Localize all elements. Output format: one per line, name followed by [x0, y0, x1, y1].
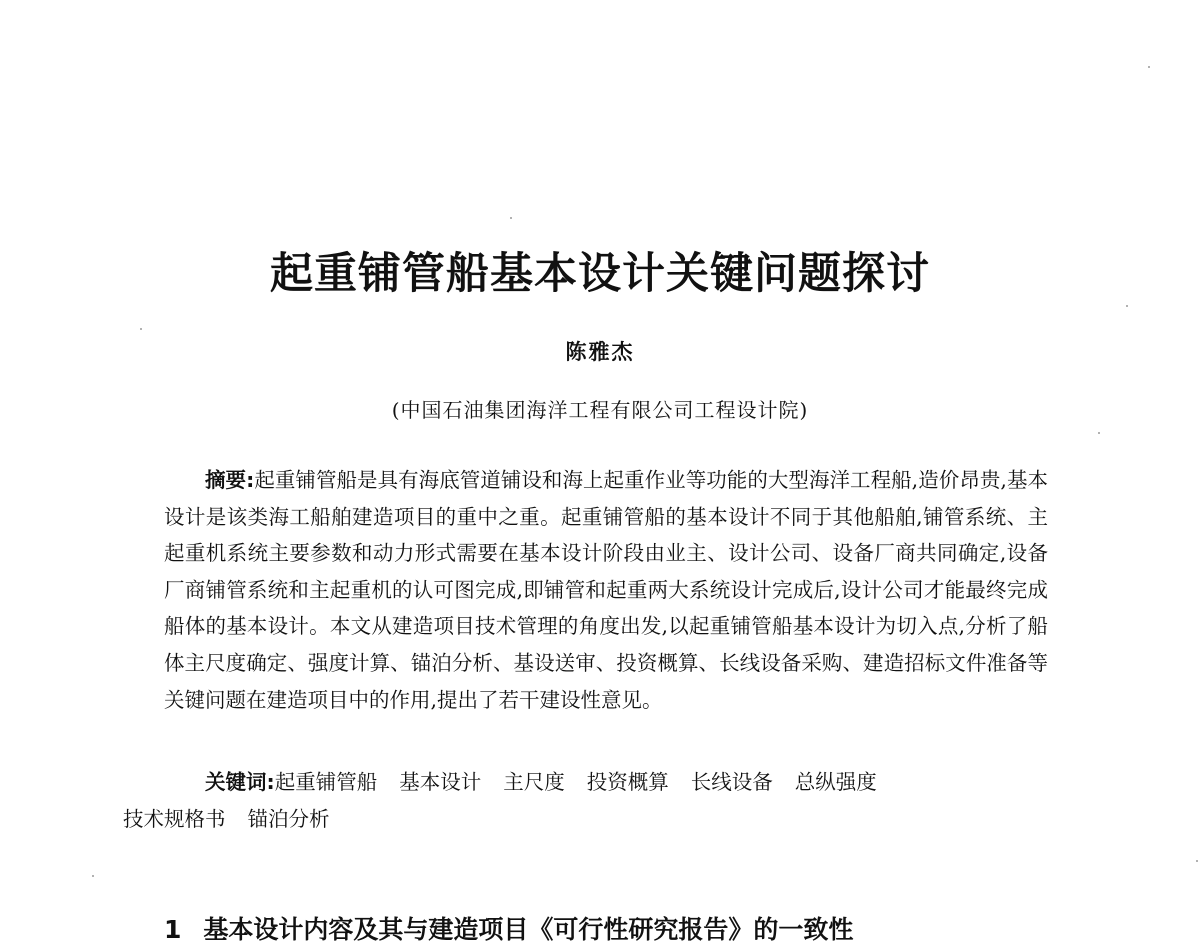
- author-name: 陈雅杰: [565, 339, 635, 364]
- keyword: 技术规格书: [123, 806, 226, 831]
- keyword: 长线设备: [690, 770, 773, 794]
- keywords-label: 关键词:: [205, 770, 275, 794]
- section-heading: [164, 910, 853, 941]
- keyword: 锚泊分析: [247, 806, 330, 831]
- scan-speck: [1148, 66, 1150, 68]
- scan-speck: [1196, 860, 1198, 862]
- abstract-label: 摘要:: [205, 468, 255, 492]
- abstract: [164, 462, 1048, 718]
- abstract-text: 起重铺管船是具有海底管道铺设和海上起重作业等功能的大型海洋工程船,造价昂贵,基本设计是该类海工船舶建造项目的重中之重。起重铺管船的基本设计不同于其他船舶,铺管系统、主起重机系统主要参数和动力形式需要在基本设计阶段由业主、设计公司、设备厂商共同确定,设备厂商铺管系统和主起重机的认可图完成,即铺管和起重两大系统设计完成后,设计公司才能最终完成船体的基本设计。本文从建造项目技术管理的角度出发,以起重铺管船基本设计为切入点,分析了船体主尺度确定、强度计算、锚泊分析、基设送审、投资概算、长线设备采购、建造招标文件准备等关键问题在建造项目中的作用,提出了若干建设性意见。: [164, 468, 1049, 712]
- scan-speck: [1126, 305, 1128, 307]
- scan-speck: [510, 217, 512, 219]
- scan-speck: [1098, 432, 1100, 434]
- keyword: 投资概算: [586, 770, 669, 794]
- keyword: 主尺度: [503, 770, 565, 794]
- keyword: 基本设计: [399, 770, 482, 794]
- keywords: [123, 764, 1048, 837]
- scan-speck: [92, 875, 94, 877]
- keyword: 起重铺管船: [274, 770, 378, 794]
- section-number: 1: [164, 915, 182, 941]
- scan-speck: [140, 328, 142, 330]
- author-affiliation: (中国石油集团海洋工程有限公司工程设计院): [391, 398, 809, 422]
- paper-title: 起重铺管船基本设计关键问题探讨: [270, 249, 930, 299]
- section-title: 基本设计内容及其与建造项目《可行性研究报告》的一致性: [203, 915, 854, 941]
- keyword: 总纵强度: [794, 770, 877, 794]
